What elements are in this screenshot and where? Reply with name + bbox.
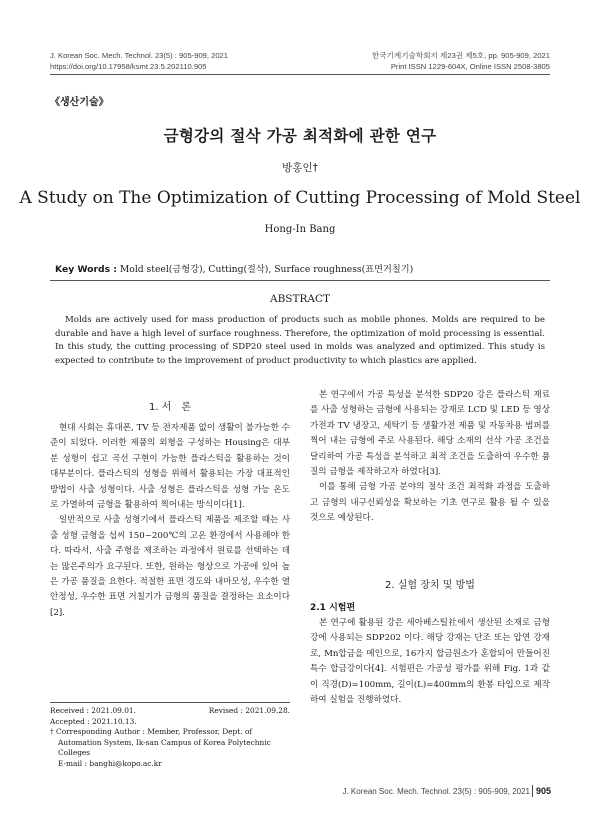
left-column <box>50 421 290 621</box>
left-paragraph-1: 현대 사회는 휴대폰, TV 등 전자제품 없이 생활이 불가능한 수준이 되었다. 이러한 제품의 외형을 구성하는 Housing은 대부분 성형이 쉽고 곡선 구현이 가능한 플라스틱을 활용하는 것이 대부분이다. 플라스틱의 성형을 위해서 활용되는 가장 대표적인 방법이 사출 성형이다. 사출 성형은 플라스틱을 성형 가능 온도로 가열하여 금형을 활용하여 찍어내는 방식이다[1]. <box>50 423 290 511</box>
notes-rule <box>50 702 290 703</box>
accepted-date: Accepted : 2021.10.13. <box>50 716 137 726</box>
article-notes <box>50 706 290 769</box>
right-column-top <box>310 388 550 527</box>
abstract-text: Molds are actively used for mass production of products such as mobile phones. Molds are required to be durable and have a high level of surface roughness. Therefore, the optimization of mold processing is essential. In this study, the cutting processing of SDP20 steel used in molds was analyzed and optimized. This study is expected to contribute to the improvement of product productivity to which plastics are applied. <box>55 315 545 366</box>
korean-title: 금형강의 절삭 가공 최적화에 관한 연구 <box>163 127 437 145</box>
subsection-2-1-heading: 2.1 시험편 <box>310 603 356 613</box>
right-column-bottom <box>310 616 550 708</box>
keywords-label: Key Words : <box>55 264 117 275</box>
corresponding-author: † Corresponding Author : Member, Professor, Dept. of Automation System, Ik-san Campus of Korea Polytechnic Colleges <box>50 727 271 757</box>
right-paragraph-3: 본 연구에 활용된 강은 세아베스틸社에서 생산된 소재로 금형강에 사용되는 SDP202 이다. 해당 강재는 단조 또는 압연 강재로, Mn합금을 메인으로, 16가지 합금원소가 혼합되어 만들어진 특수 합금강이다[4]. 시험편은 가공성 평가를 위해 Fig. 1과 같이 직경(D)=100mm, 길이(L)=400mm의 환봉 타입으로 제작하여 실험을 진행하였다. <box>310 618 550 706</box>
section-1-heading: 1. 서 론 <box>148 402 192 413</box>
author-email[interactable]: E-mail : banghi@kopo.ac.kr <box>58 758 162 768</box>
page-number: 905 <box>536 786 552 796</box>
doi-link[interactable]: https://doi.org/10.17958/ksmt.23.5.202110.905 <box>50 62 207 71</box>
english-author: Hong-In Bang <box>264 224 336 235</box>
journal-citation-left: J. Korean Soc. Mech. Technol. 23(5) : 905-909, 2021 <box>50 51 228 60</box>
keywords-text: Mold steel(금형강), Cutting(절삭), Surface roughness(표면거칠기) <box>119 264 414 275</box>
footer-citation: J. Korean Soc. Mech. Technol. 23(5) : 905-909, 2021 <box>342 787 530 796</box>
category-label: 《생산기술》 <box>50 97 109 108</box>
left-paragraph-2: 일반적으로 사출 성형기에서 플라스틱 제품을 제조할 때는 사출 성형 금형을 섭씨 150~200℃의 고온 환경에서 사용해야 한다. 따라서, 사출 주형을 제조하는 과정에서 원료를 선택하는 데는 많은주의가 요구된다. 또한, 원하는 형상으로 가공에 있어 높은 가공 품질을 요한다. 적절한 표면 경도와 내마모성, 우수한 열 안정성, 우수한 표면 거칠기가 금형의 품질을 결정하는 요소이다[2]. <box>50 515 290 618</box>
korean-author: 방홍인† <box>282 162 318 174</box>
received-date: Received : 2021.09.01. <box>50 706 136 715</box>
right-paragraph-1: 본 연구에서 가공 특성을 분석한 SDP20 강은 플라스틱 재료를 사출 성형하는 금형에 사용되는 강재로 LCD 및 LED 등 영상가전과 TV 냉장고, 세탁기 등 생활가전 제품 및 자동차용 범퍼를 찍어 내는 금형에 주로 사용된다. 해당 소재의 선삭 가공 조건을 달리하여 가공 특성을 분석하고 최적 조건을 도출하여 우수한 품질의 금형을 제작하고자 하였다[3]. <box>310 390 550 478</box>
english-title: A Study on The Optimization of Cutting Processing of Mold Steel <box>19 188 581 208</box>
issn: Print ISSN 1229-604X, Online ISSN 2508-3805 <box>390 62 550 71</box>
right-paragraph-2: 이를 통해 금형 가공 분야의 절삭 조건 최적화 과정을 도출하고 금형의 내구신뢰성을 확보하는 기초 연구로 활용 될 수 있을 것으로 예상된다. <box>310 482 550 524</box>
journal-citation-right: 한국기계기술학회지 제23권 제5호, pp. 905-909, 2021 <box>371 51 550 60</box>
section-2-heading: 2. 실험 장치 및 방법 <box>385 580 475 591</box>
header-rule <box>50 74 550 75</box>
footer-divider <box>532 785 533 797</box>
abstract-heading: ABSTRACT <box>269 293 331 305</box>
revised-date: Revised : 2021.09.28. <box>208 706 290 715</box>
keywords <box>55 261 413 275</box>
keywords-rule <box>50 280 550 281</box>
